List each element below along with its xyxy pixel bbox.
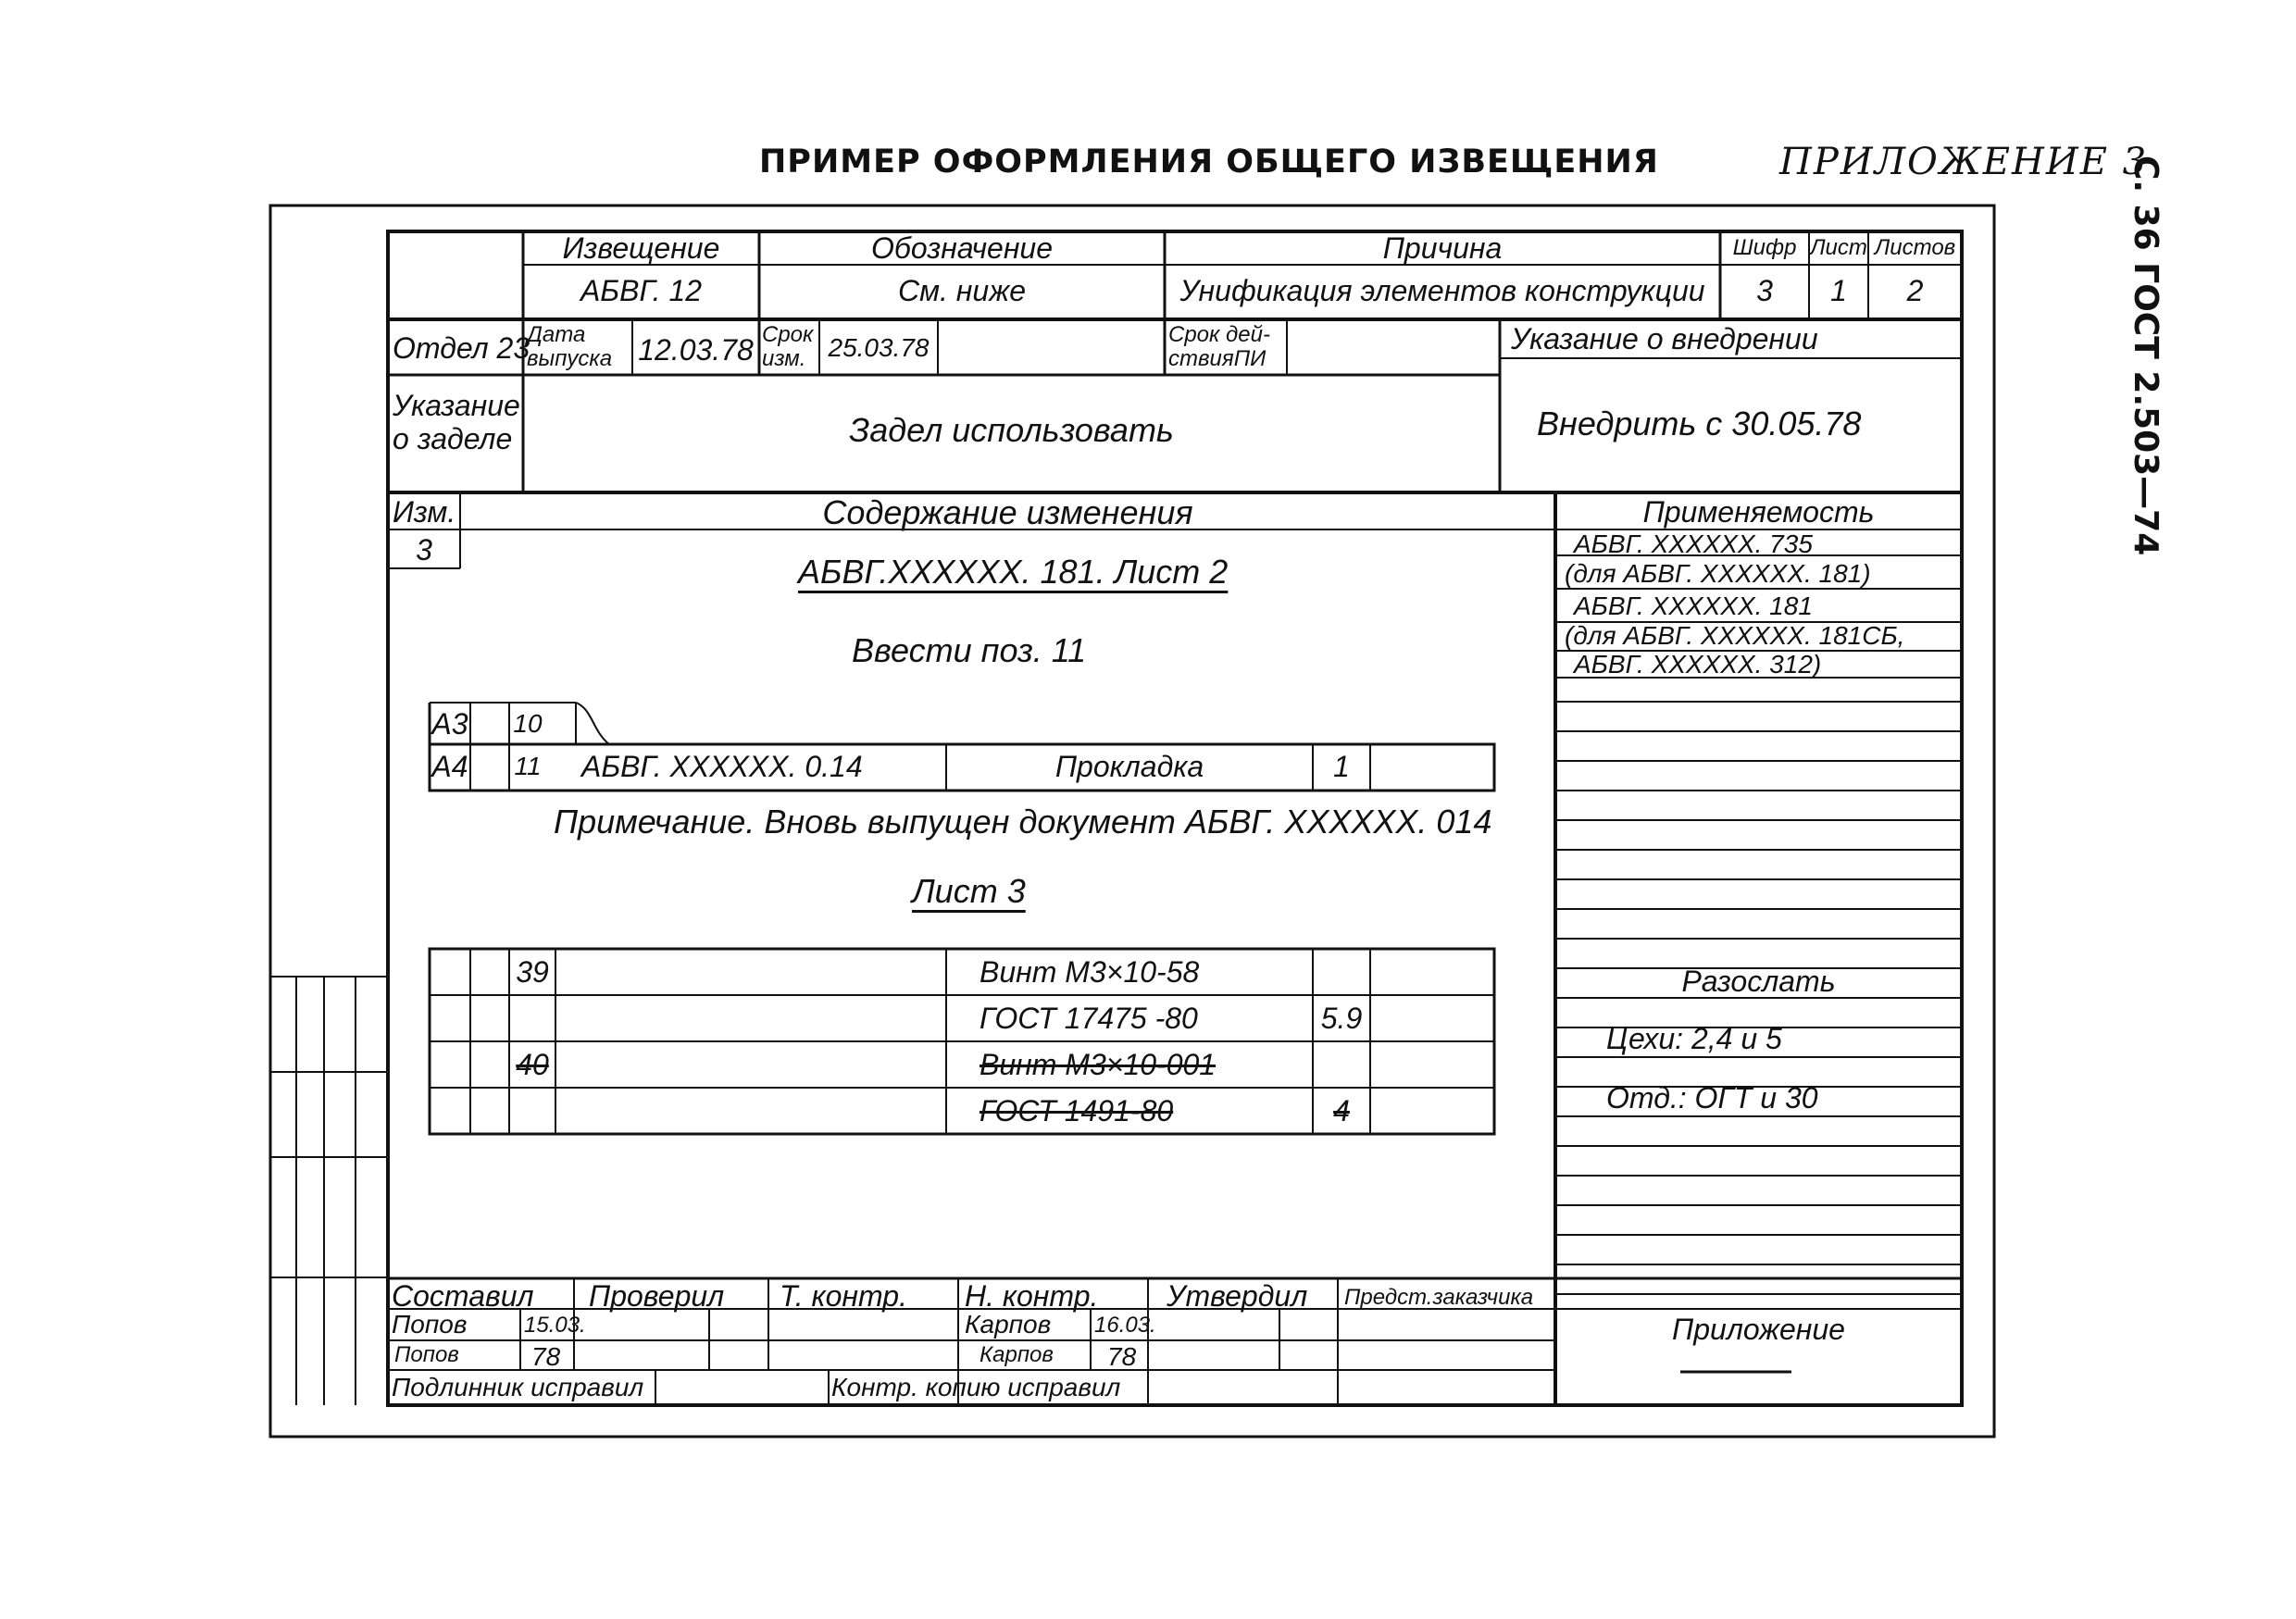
applicability-entry: АБВГ. XXXXXX. 181 — [1574, 592, 1813, 620]
spec2-name: ГОСТ 17475 -80 — [980, 1002, 1198, 1035]
code-value: 3 — [1756, 274, 1773, 307]
distribution-title: Разослать — [1681, 965, 1836, 998]
header-reason: Причина — [1382, 231, 1503, 265]
spec2-name-struck: Винт М3×10-001 — [980, 1048, 1217, 1081]
norm-control-date: 16.03. — [1094, 1313, 1156, 1338]
header-change-content: Содержание изменения — [822, 493, 1193, 531]
spec2-position: 39 — [516, 955, 549, 989]
change-date-label-1: Срок — [762, 322, 814, 347]
sheet2-title: АБВГ.XXXXXX. 181. Лист 2 — [798, 553, 1229, 591]
header-code: Шифр — [1732, 235, 1797, 260]
spec2-quantity: 5.9 — [1320, 1002, 1363, 1035]
compiled-date-year: 78 — [531, 1342, 561, 1371]
spec1-position: 10 — [513, 709, 543, 738]
reason-value: Унификация элементов конструкции — [1179, 274, 1705, 307]
norm-control-label: Н. контр. — [965, 1279, 1099, 1313]
spec1-format: А3 — [431, 707, 468, 741]
norm-control-name: Карпов — [965, 1310, 1052, 1339]
implementation-text: Внедрить с 30.05.78 — [1537, 405, 1862, 442]
header-designation: Обозначение — [870, 231, 1054, 265]
notice-number: АБВГ. 12 — [580, 274, 703, 307]
validity-label-1: Срок дей- — [1168, 322, 1270, 347]
checked-label: Проверил — [589, 1279, 725, 1313]
issue-date: 12.03.78 — [638, 333, 754, 367]
compiled-label: Составил — [392, 1279, 534, 1313]
implementation-label: Указание о внедрении — [1511, 322, 1818, 355]
distribution-departments: Отд.: ОГТ и 30 — [1606, 1081, 1818, 1115]
page-title: ПРИМЕР ОФОРМЛЕНИЯ ОБЩЕГО ИЗВЕЩЕНИЯ — [759, 143, 1659, 181]
norm-control-signature: Карпов — [980, 1342, 1054, 1367]
issue-date-label-2: выпуска — [527, 346, 613, 371]
spec1-name: Прокладка — [1054, 750, 1204, 783]
compiled-date: 15.03. — [524, 1313, 586, 1338]
backlog-label-2: о заделе — [393, 422, 513, 455]
designation-value: См. ниже — [897, 274, 1027, 307]
spec2-name: Винт М3×10-58 — [980, 955, 1200, 989]
change-date: 25.03.78 — [828, 333, 930, 362]
page-reference: С. 36 ГОСТ 2.503—74 — [2127, 156, 2165, 556]
spec2-quantity-struck: 4 — [1333, 1094, 1350, 1127]
spec2-name-struck: ГОСТ 1491-80 — [980, 1094, 1174, 1127]
change-number: 3 — [416, 533, 432, 567]
spec1-position: 11 — [514, 752, 542, 780]
issue-date-label-1: Дата — [527, 322, 586, 347]
note-text: Примечание. Вновь выпущен документ АБВГ. XXXXXX. 014 — [554, 803, 1492, 841]
appendix-cell-label: Приложение — [1672, 1313, 1845, 1346]
applicability-entry: (для АБВГ. XXXXXX. 181СБ, — [1565, 621, 1905, 650]
header-applicability: Применяемость — [1642, 495, 1875, 529]
original-corrected-label: Подлинник исправил — [392, 1373, 644, 1401]
validity-label-2: ствияПИ — [1168, 346, 1267, 371]
backlog-label-1: Указание — [393, 389, 520, 422]
tech-control-label: Т. контр. — [780, 1279, 907, 1313]
spec1-designation: АБВГ. XXXXXX. 0.14 — [581, 750, 863, 783]
department: Отдел 23 — [393, 331, 530, 365]
sheet-value: 1 — [1830, 274, 1847, 307]
applicability-entry: АБВГ. XXXXXX. 312) — [1574, 650, 1822, 679]
spec2-position-struck: 40 — [516, 1048, 549, 1081]
backlog-text: Задел использовать — [849, 411, 1174, 449]
copy-corrected-label: Контр. копию исправил — [831, 1373, 1121, 1401]
spec1-quantity: 1 — [1333, 750, 1350, 783]
header-sheets: Листов — [1874, 235, 1956, 260]
customer-rep-label: Предст.заказчика — [1344, 1285, 1534, 1310]
applicability-entry: АБВГ. XXXXXX. 735 — [1574, 529, 1813, 558]
distribution-workshops: Цехи: 2,4 и 5 — [1606, 1022, 1782, 1055]
sheets-value: 2 — [1906, 274, 1924, 307]
header-notice: Извещение — [562, 231, 720, 265]
applicability-entry: (для АБВГ. XXXXXX. 181) — [1565, 559, 1871, 588]
change-date-label-2: изм. — [762, 346, 806, 371]
header-change-no: Изм. — [393, 495, 456, 529]
header-sheet: Лист — [1810, 235, 1867, 260]
sheet3-title: Лист 3 — [912, 872, 1026, 910]
insert-position-text: Ввести поз. 11 — [852, 631, 1087, 669]
approved-label: Утвердил — [1167, 1279, 1308, 1313]
compiled-signature: Попов — [394, 1342, 459, 1367]
spec1-format: А4 — [431, 750, 468, 783]
appendix-label: ПРИЛОЖЕНИЕ 3 — [1779, 141, 2149, 183]
norm-control-date-year: 78 — [1107, 1342, 1137, 1371]
compiled-name: Попов — [392, 1310, 468, 1339]
